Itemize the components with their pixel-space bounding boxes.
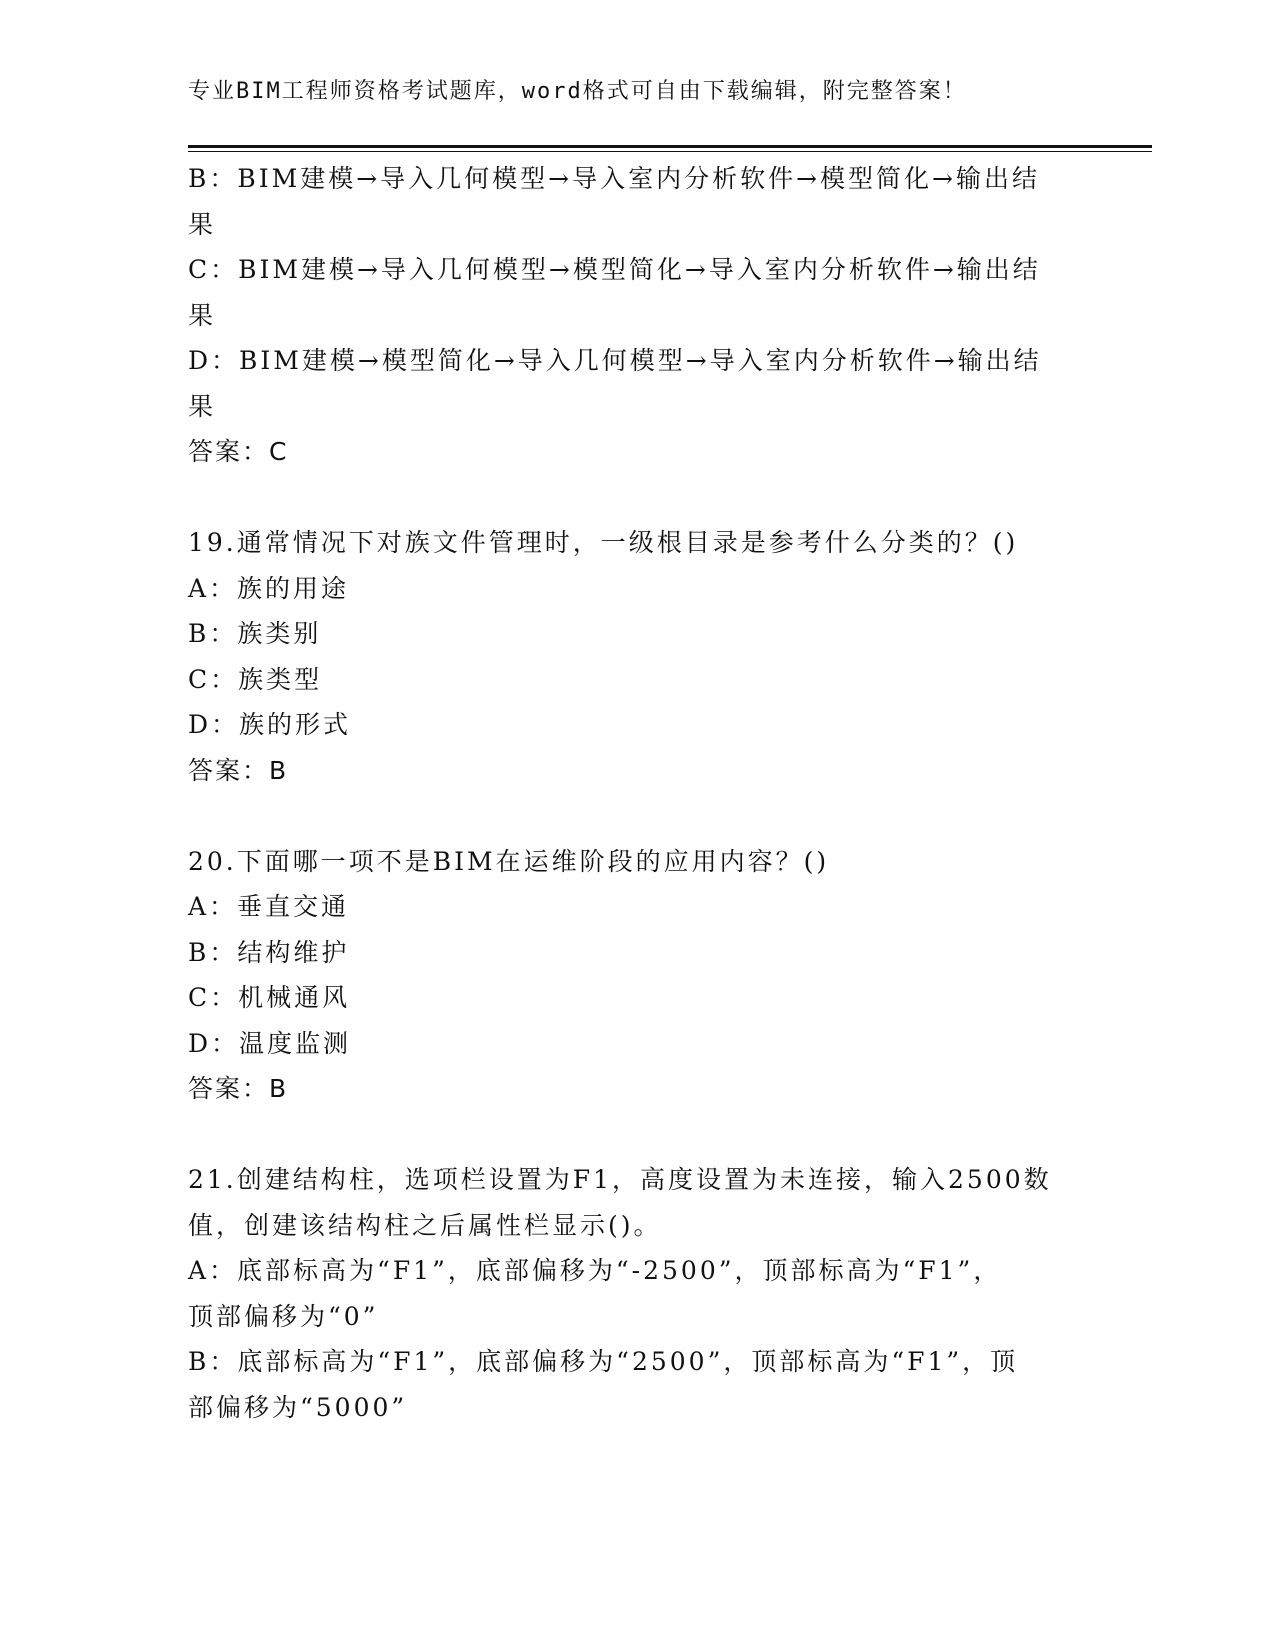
q21-option-b-line2: 部偏移为“5000”	[188, 1392, 408, 1422]
q21-option-a-line1: A：底部标高为“F1”，底部偏移为“-2500”，顶部标高为“F1”，	[188, 1256, 1002, 1285]
q19-answer: 答案：B	[188, 755, 289, 785]
q19-option-b: B：族类别	[188, 619, 322, 648]
question-19-block	[188, 520, 1088, 793]
q18-option-c-line1: C：BIM建模→导入几何模型→模型简化→导入室内分析软件→输出结	[188, 255, 1041, 284]
q18-option-c-line2: 果	[188, 300, 217, 330]
header-divider-thin	[188, 151, 1152, 152]
q18-option-d-line2: 果	[188, 391, 217, 421]
q20-option-a: A：垂直交通	[188, 892, 350, 921]
q21-option-b-line1: B：底部标高为“F1”，底部偏移为“2500”，顶部标高为“F1”，顶	[188, 1347, 1019, 1376]
q18-option-b-line2: 果	[188, 209, 217, 239]
question-21-block	[188, 1157, 1088, 1430]
q18-answer: 答案：C	[188, 437, 289, 466]
q19-option-c: C：族类型	[188, 664, 323, 694]
header-divider-thick	[188, 145, 1152, 148]
q20-question: 20.下面哪一项不是BIM在运维阶段的应用内容？()	[188, 846, 830, 876]
question-content	[188, 156, 1088, 1430]
q21-option-a-line2: 顶部偏移为“0”	[188, 1301, 379, 1331]
question-18-block	[188, 156, 1088, 475]
q18-option-d-line1: D：BIM建模→模型简化→导入几何模型→导入室内分析软件→输出结	[188, 346, 1042, 375]
q21-question-line2: 值，创建该结构柱之后属性栏显示()。	[188, 1210, 662, 1240]
spacer	[188, 475, 1088, 521]
q20-option-b: B：结构维护	[188, 937, 350, 967]
q19-option-a: A：族的用途	[188, 573, 350, 603]
q19-question: 19.通常情况下对族文件管理时，一级根目录是参考什么分类的？()	[188, 528, 1019, 557]
q20-option-c: C：机械通风	[188, 983, 351, 1012]
spacer	[188, 1112, 1088, 1158]
q20-option-d: D：温度监测	[188, 1028, 352, 1058]
question-20-block	[188, 839, 1088, 1112]
q21-question-line1: 21.创建结构柱，选项栏设置为F1，高度设置为未连接，输入2500数	[188, 1165, 1052, 1194]
spacer	[188, 793, 1088, 839]
q19-option-d: D：族的形式	[188, 710, 352, 739]
page-header: 专业BIM工程师资格考试题库，word格式可自由下载编辑，附完整答案！	[188, 79, 967, 104]
q18-option-b-line1: B：BIM建模→导入几何模型→导入室内分析软件→模型简化→输出结	[188, 164, 1041, 193]
q20-answer: 答案：B	[188, 1074, 289, 1103]
